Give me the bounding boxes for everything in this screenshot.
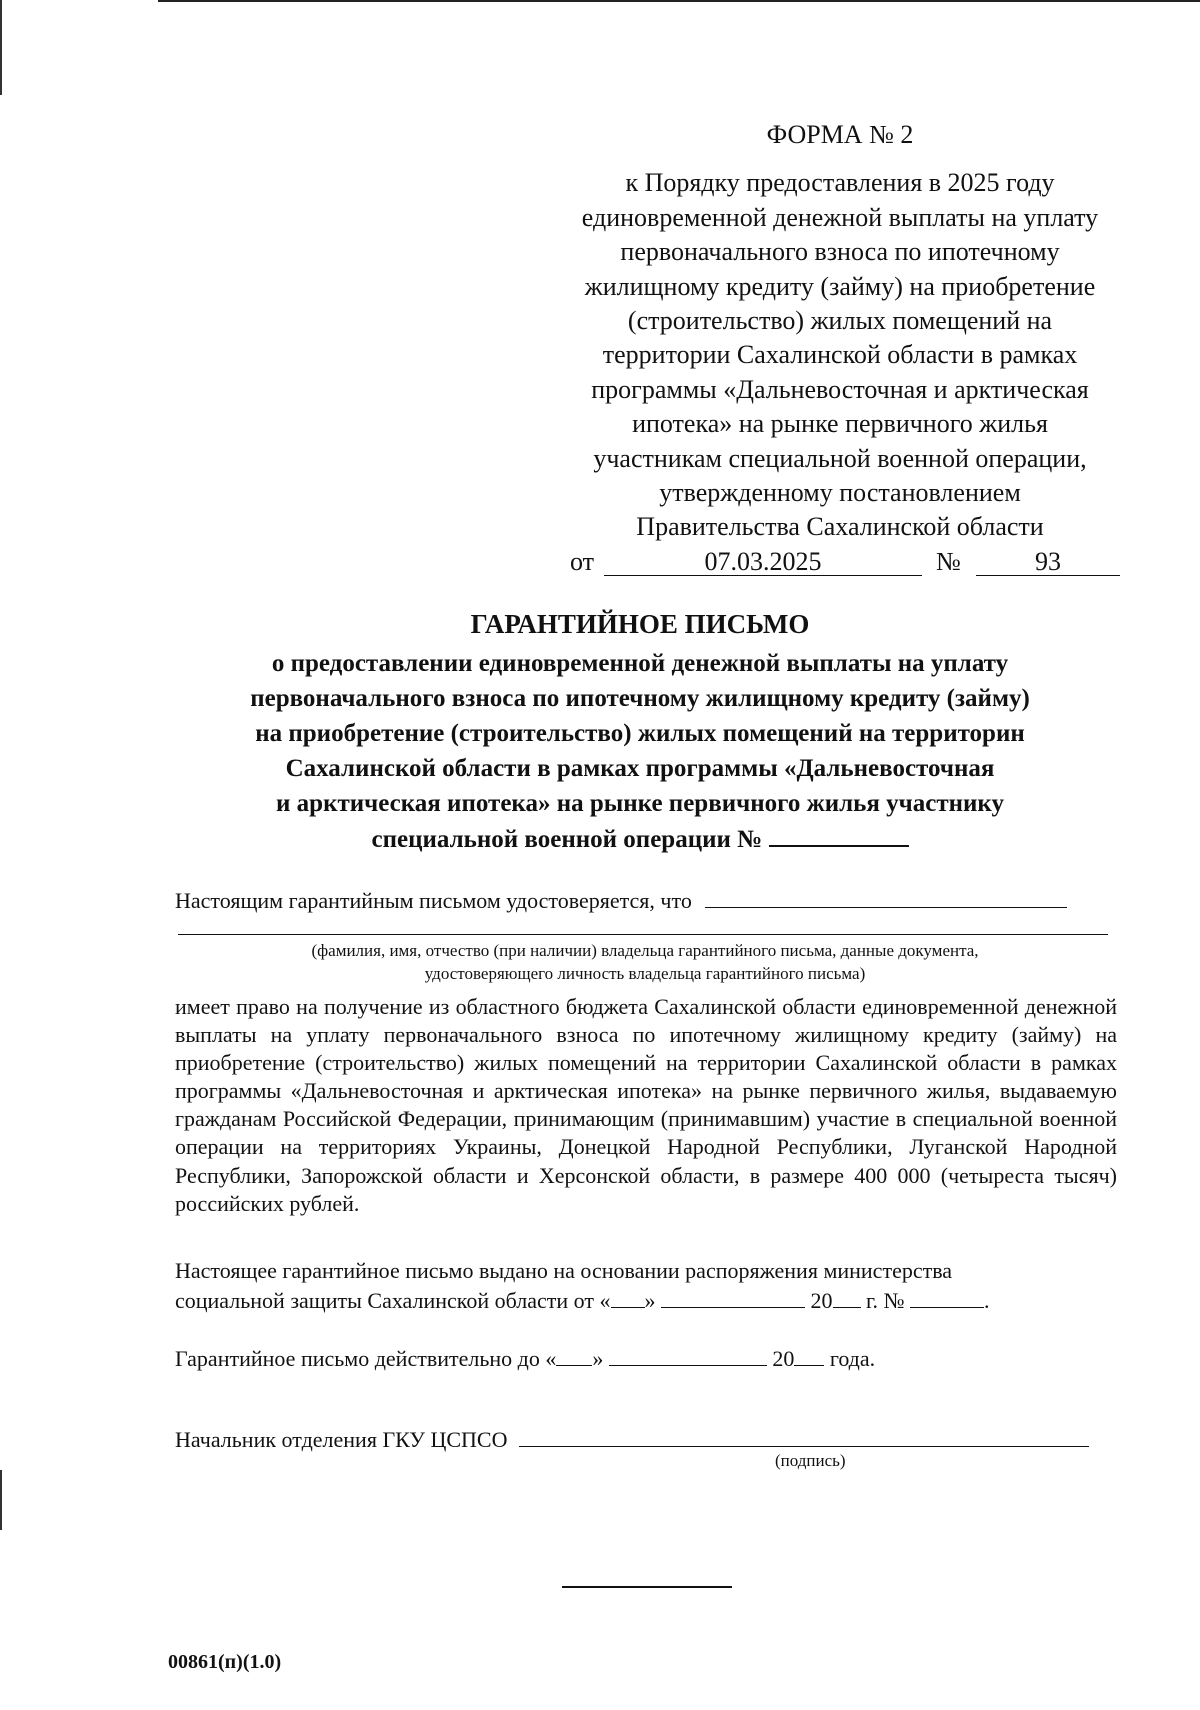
valid-year-blank[interactable] (794, 1343, 824, 1366)
header-line: Правительства Сахалинской области (636, 512, 1044, 542)
basis-year-blank[interactable] (833, 1285, 861, 1308)
basis-end: . (984, 1288, 990, 1314)
holder-details-blank[interactable] (178, 912, 1108, 935)
basis-number-blank[interactable] (910, 1285, 984, 1308)
title-line: Сахалинской области в рамках программы «Дальневосточная (285, 755, 995, 782)
letter-number-blank[interactable] (769, 821, 909, 847)
header-line: (строительство) жилых помещений на (627, 306, 1053, 336)
basis-line-2 (175, 1285, 1117, 1315)
header-line: утвержденному постановлением (659, 478, 1021, 508)
scan-top-border (158, 0, 1200, 2)
valid-day-blank[interactable] (556, 1343, 592, 1366)
document-id: 00861(п)(1.0) (168, 1651, 282, 1673)
header-line: первоначального взноса по ипотечному (620, 237, 1060, 267)
valid-month-blank[interactable] (609, 1343, 767, 1366)
decree-reference (540, 545, 1140, 581)
note-line: удостоверяющего личность владельца гарантийного письма) (424, 964, 866, 983)
basis-day-blank[interactable] (611, 1285, 645, 1308)
number-label: № (936, 546, 961, 576)
title-line: и арктическая ипотека» на рынке первичного жилья участнику (276, 790, 1004, 817)
note-line: (фамилия, имя, отчество (при наличии) владельца гарантийного письма, данные документа, (311, 941, 979, 960)
certify-row (175, 885, 1067, 915)
header-line: к Порядку предоставления в 2025 году (625, 168, 1055, 198)
basis-block (175, 1257, 1117, 1316)
form-label: ФОРМА № 2 (766, 120, 914, 149)
signature-caption: (подпись) (775, 1451, 846, 1470)
basis-year-label: 20 (810, 1288, 833, 1314)
valid-quote: » (592, 1346, 604, 1371)
holder-name-blank[interactable] (705, 885, 1067, 908)
letter-title: ГАРАНТИЙНОЕ ПИСЬМО (470, 609, 810, 639)
header-line: единовременной денежной выплаты на уплату (581, 202, 1099, 232)
valid-end: года. (829, 1346, 876, 1371)
letter-title-block (170, 607, 1110, 857)
valid-prefix: Гарантийное письмо действительно до « (175, 1346, 557, 1371)
form-header-block (540, 118, 1140, 581)
ot-label: от (570, 546, 595, 576)
scan-left-mark (0, 0, 2, 95)
header-line: ипотека» на рынке первичного жилья (632, 409, 1048, 439)
title-last-line (170, 821, 1110, 857)
header-line: участникам специальной военной операции, (593, 443, 1087, 473)
title-line: первоначального взноса по ипотечному жилищному кредиту (займу) (250, 685, 1030, 712)
title-line: специальной военной операции № (371, 826, 763, 853)
scan-left-mark-lower (0, 1470, 2, 1530)
basis-number-label: г. № (866, 1288, 905, 1314)
holder-note (175, 939, 1115, 985)
certify-text: Настоящим гарантийным письмом удостоверяется, что (175, 888, 692, 913)
basis-month-blank[interactable] (661, 1285, 805, 1308)
title-line: на приобретение (строительство) жилых помещений на территорин (255, 720, 1025, 747)
basis-line: Настоящее гарантийное письмо выдано на основании распоряжения министерства (175, 1258, 953, 1283)
end-separator (562, 1586, 732, 1588)
entitlement-paragraph: имеет право на получение из областного бюджета Сахалинской области единовременной денежной выплаты на уплату первоначального взноса по ипотечному жилищному кредиту (займу) на приобретение (строительство) жилых помещений на территории Сахалинской области в рамках программы «Дальневосточная и арктическая ипотека» на рынке первичного жилья, выдаваемую гражданам Российской Федерации, принимающим (принимавшим) участие в специальной военной операции на территориях Украины, Донецкой Народной Республики, Луганской Народной Республики, Запорожской области и Херсонской области, в размере 400 000 (четыреста тысяч) российских рублей. (175, 994, 1117, 1216)
signer-title: Начальник отделения ГКУ ЦСПСО (175, 1427, 508, 1452)
decree-number: 93 (976, 545, 1120, 576)
decree-date: 07.03.2025 (604, 545, 922, 576)
basis-prefix: социальной защиты Сахалинской области от « (175, 1288, 611, 1314)
basis-quote: » (644, 1288, 656, 1314)
header-line: жилищному кредиту (займу) на приобретение (584, 271, 1096, 301)
title-line: о предоставлении единовременной денежной выплаты на уплату (271, 650, 1009, 677)
header-line: программы «Дальневосточная и арктическая (591, 374, 1089, 404)
signer-row (175, 1424, 1089, 1454)
valid-year-label: 20 (772, 1346, 795, 1371)
validity-row (175, 1343, 875, 1373)
header-line: территории Сахалинской области в рамках (602, 340, 1078, 370)
signature-blank[interactable] (519, 1424, 1089, 1447)
